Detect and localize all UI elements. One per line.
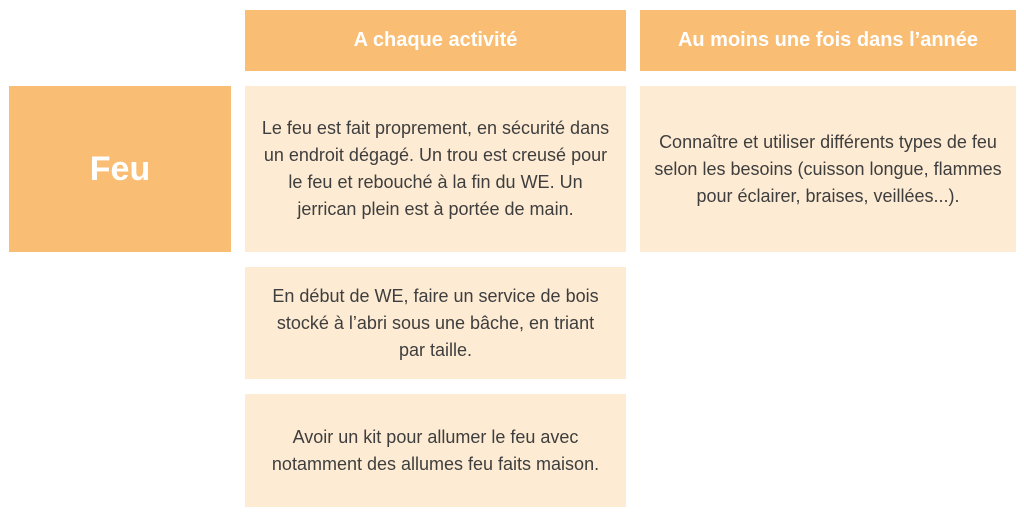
row-header-feu-label: Feu — [89, 149, 151, 188]
cell-activity-2 — [245, 267, 626, 379]
cell-yearly-1 — [640, 86, 1016, 252]
cell-activity-2-text: En début de WE, faire un service de bois stocké à l’abri sous une bâche, en triant par taille. — [272, 285, 599, 360]
column-header-once-a-year — [640, 10, 1016, 71]
column-header-each-activity — [245, 10, 626, 71]
row-header-feu — [9, 86, 231, 252]
cell-yearly-1-text: Connaître et utiliser différents types de feu selon les besoins (cuisson longue, flammes pour éclairer, braises, veillées...). — [654, 131, 1002, 206]
cell-activity-1-text: Le feu est fait proprement, en sécurité dans un endroit dégagé. Un trou est creusé pour le feu et rebouché à la fin du WE. Un jerrican plein est à portée de main. — [261, 118, 610, 219]
cell-activity-3 — [245, 394, 626, 507]
column-header-each-activity-label: A chaque activité — [353, 29, 518, 51]
column-header-once-a-year-label: Au moins une fois dans l’année — [677, 29, 979, 51]
cell-activity-3-text: Avoir un kit pour allumer le feu avec notamment des allumes feu faits maison. — [271, 426, 600, 474]
cell-activity-1 — [245, 86, 626, 252]
